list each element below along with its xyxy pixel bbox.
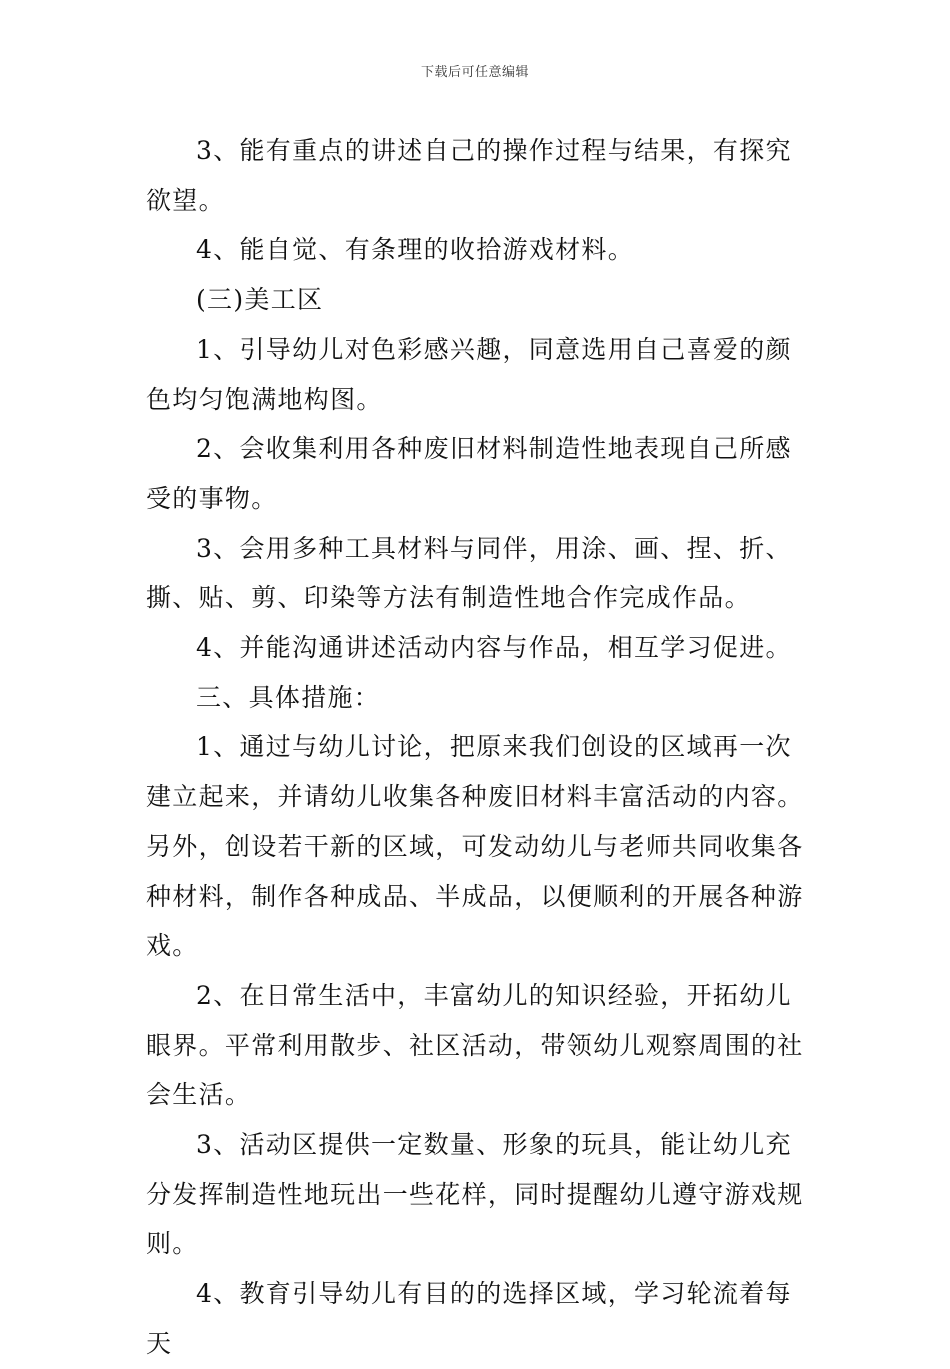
paragraph-art-1: 1、引导幼儿对色彩感兴趣，同意选用自己喜爱的颜色均匀饱满地构图。: [146, 334, 792, 414]
section-heading-measures: 三、具体措施：: [196, 682, 381, 712]
paragraph-goal-4: 4、能自觉、有条理的收拾游戏材料。: [196, 235, 635, 265]
section-heading-art-area: (三)美工区: [196, 285, 324, 315]
document-body: [146, 126, 814, 1369]
paragraph-art-2: 2、会收集利用各种废旧材料制造性地表现自己所感受的事物。: [146, 434, 792, 513]
page-header: 下载后可任意编辑: [420, 65, 529, 80]
paragraph-art-3: 3、会用多种工具材料与同伴，用涂、画、捏、折、撕、贴、剪、印染等方法有制造性地合作完成作品。: [146, 533, 792, 613]
paragraph-measure-2: 2、在日常生活中，丰富幼儿的知识经验，开拓幼儿眼界。平常利用散步、社区活动，带领幼儿观察周围的社会生活。: [146, 980, 804, 1110]
paragraph-measure-4: 4、教育引导幼儿有目的的选择区域，学习轮流着每天: [146, 1279, 792, 1358]
paragraph-art-4: 4、并能沟通讲述活动内容与作品，相互学习促进。: [196, 633, 792, 663]
paragraph-goal-3: 3、能有重点的讲述自己的操作过程与结果，有探究欲望。: [146, 136, 792, 215]
paragraph-measure-1: 1、通过与幼儿讨论，把原来我们创设的区域再一次建立起来，并请幼儿收集各种废旧材料丰富活动的内容。另外，创设若干新的区域，可发动幼儿与老师共同收集各种材料，制作各种成品、半成品，以便顺利的开展各种游戏。: [146, 732, 804, 961]
paragraph-measure-3: 3、活动区提供一定数量、形象的玩具，能让幼儿充分发挥制造性地玩出一些花样，同时提醒幼儿遵守游戏规则。: [146, 1130, 804, 1259]
